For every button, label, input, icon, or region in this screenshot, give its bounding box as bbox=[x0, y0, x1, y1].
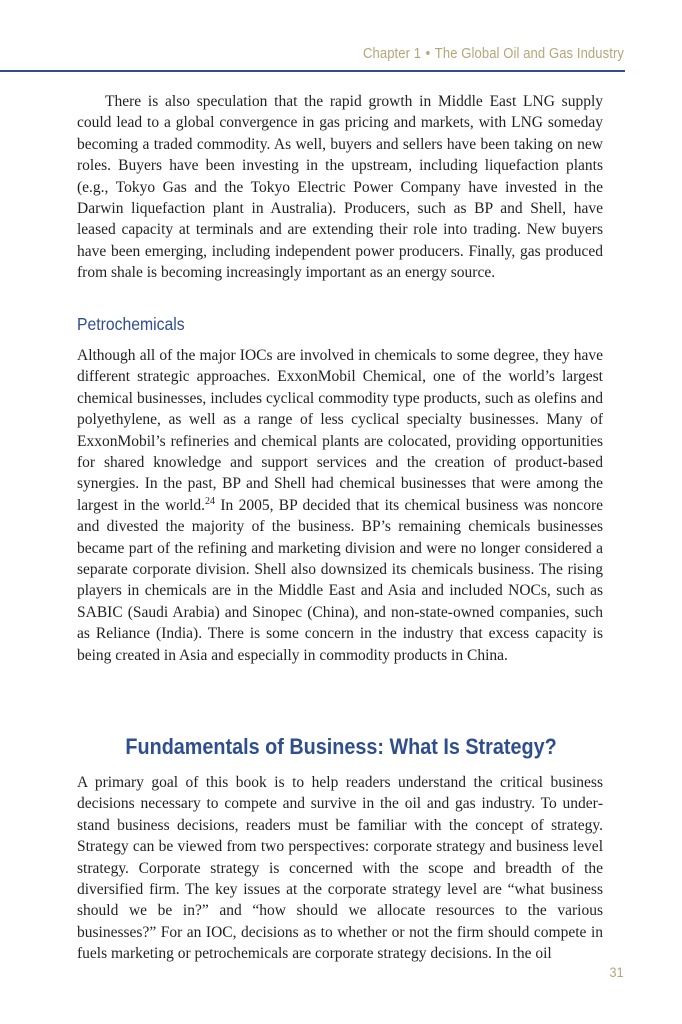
header-rule bbox=[0, 70, 625, 72]
paragraph-petrochemicals bbox=[77, 345, 603, 666]
petrochemicals-text-part1: Although all of the major IOCs are involved in chemicals to some degree, they have different strategic approaches. ExxonMobil Chemical, one of the world’s largest chemical businesses, includes cyclical commodity type products, such as olefins and polyethylene, as well as a range of less cyclical specialty businesses. Many of ExxonMobil’s refineries and chemical plants are colocated, providing opportunities for shared knowledge and support services and the creation of product-based synergies. In the past, BP and Shell had chemical businesses that were among the largest in the world. bbox=[77, 347, 603, 514]
running-head bbox=[363, 46, 624, 62]
main-heading-text: Fundamentals of Business: What Is Strategy? bbox=[125, 734, 557, 759]
footnote-reference-24: 24 bbox=[205, 495, 216, 507]
paragraph-lng-speculation: There is also speculation that the rapid growth in Middle East LNG supply could lead to a global convergence in gas pricing and markets, with LNG someday becoming a traded commodity. As well, buyers and sellers have been taking on new roles. Buyers have been investing in the upstream, including liquefaction plants (e.g., Tokyo Gas and the Tokyo Electric Power Company have invested in the Darwin liquefaction plant in Australia). Producers, such as BP and Shell, have leased capacity at terminals and are extending their role into trading. New buyers have been emerging, including independent power producers. Finally, gas produced from shale is becoming increasingly important as an energy source. bbox=[77, 93, 603, 282]
running-head-bullet: • bbox=[425, 46, 431, 62]
running-head-chapter: Chapter 1 bbox=[362, 46, 422, 62]
running-head-title: The Global Oil and Gas Industry bbox=[434, 46, 624, 62]
page-number: 31 bbox=[609, 964, 624, 980]
main-heading-fundamentals bbox=[0, 734, 682, 760]
paragraph-strategy: A primary goal of this book is to help readers understand the critical business decisions necessary to compete and survive in the oil and gas industry. To understand business decisions, readers must be familiar with the concept of strategy. Strategy can be viewed from two perspectives: corporate strategy and business level strategy. Corporate strategy is concerned with the scope and breadth of the diversified firm. The key issues at the corporate strategy level are “what business should we be in?” and “how should we allocate resources to the various businesses?” For an IOC, decisions as to whether or not the firm should compete in fuels marketing or petrochemicals are corporate strategy decisions. In the oil bbox=[77, 774, 603, 963]
section-heading-petrochemicals: Petrochemicals bbox=[77, 314, 185, 334]
petrochemicals-text-part2: In 2005, BP decided that its chemical business was noncore and divested the majority of the business. BP’s remaining chemicals businesses became part of the refining and marketing division and were no longer considered a separate corporate division. Shell also downsized its chemicals business. The rising players in chemicals are in the Middle East and Asia and included NOCs, such as SABIC (Saudi Arabia) and Sinopec (China), and non-state-owned companies, such as Reliance (India). There is some concern in the industry that excess capacity is being created in Asia and especially in commodity products in China. bbox=[77, 496, 603, 664]
